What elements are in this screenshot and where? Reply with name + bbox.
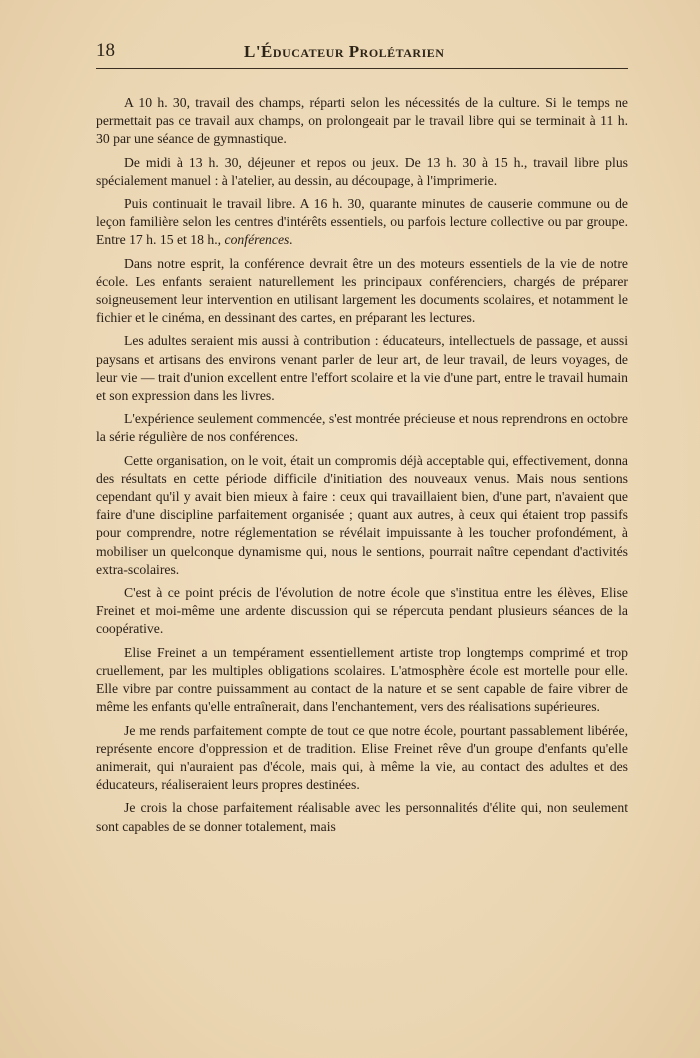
header-rule bbox=[96, 68, 628, 69]
paragraph: Elise Freinet a un tempérament essentiellement artiste trop longtemps comprimé et trop cruellement, par les multiples obligations scolaires. L'atmosphère école est mortelle pour elle. Elle vibre par contre puissamment au contact de la nature et se sent capable de faire vibrer de même les enfants qu'elle entraînerait, dans l'enchantement, vers des réalisations supérieures. bbox=[96, 644, 628, 715]
paragraph-text: Puis continuait le travail libre. A 16 h. 30, quarante minutes de causerie commune ou de leçon familière selon les centres d'intérêts essentiels, ou parfois lecture collective ou par groupe. Entre 17 h. 15 et 18 h., bbox=[96, 196, 628, 248]
running-title: L'Éducateur Prolétarien bbox=[244, 42, 445, 61]
paragraph: Cette organisation, on le voit, était un compromis déjà acceptable qui, effectivement, donna des résultats en cette période difficile d'initiation des nouveaux venus. Mais nous sentions cependant qu'il y avait bien mieux à faire : ceux qui travaillaient bien, d'une part, n'avaient que faire d'une discipline parfaitement organisée ; quant aux autres, à ceux qui étaient trop passifs pour comprendre, notre réglementation se révélait impuissante à les toucher profondément, à mobiliser un quelconque dynamisme qui, nous le sentions, pourrait naître cependant d'activités extra-scolaires. bbox=[96, 452, 628, 577]
body-text bbox=[96, 94, 628, 841]
paragraph: De midi à 13 h. 30, déjeuner et repos ou jeux. De 13 h. 30 à 15 h., travail libre plus spécialement manuel : à l'atelier, au dessin, au découpage, à l'imprimerie. bbox=[96, 154, 628, 188]
paragraph: A 10 h. 30, travail des champs, réparti selon les nécessités de la culture. Si le temps ne permettait pas ce travail aux champs, on prolongeait par le travail libre qui se terminait à 11 h. 30 par une séance de gymnastique. bbox=[96, 95, 628, 147]
page-number: 18 bbox=[96, 40, 115, 61]
paragraph: Dans notre esprit, la conférence devrait être un des moteurs essentiels de la vie de notre école. Les enfants seraient naturellement les principaux conférenciers, chargés de préparer soigneusement leur intervention en utilisant largement les documents scolaires, et notamment le fichier et le cinéma, en dessinant des cartes, en préparant les lectures. bbox=[96, 255, 628, 326]
paragraph: C'est à ce point précis de l'évolution de notre école que s'institua entre les élèves, Elise Freinet et moi-même une ardente discussion qui se répercuta pendant plusieurs séances de la coopérative. bbox=[96, 585, 628, 637]
paragraph: L'expérience seulement commencée, s'est montrée précieuse et nous reprendrons en octobre la série régulière de nos conférences. bbox=[96, 411, 628, 445]
page-header bbox=[96, 38, 628, 68]
paragraph: Je me rends parfaitement compte de tout ce que notre école, pourtant passablement libérée, représente encore d'oppression et de tradition. Elise Freinet rêve d'un groupe d'enfants qu'elle animerait, qui n'auraient pas d'école, mais qui, à même la vie, au contact des adultes et des éducateurs, réaliseraient leurs propres destinées. bbox=[96, 722, 628, 793]
paragraph: Je crois la chose parfaitement réalisable avec les personnalités d'élite qui, non seulement sont capables de se donner totalement, mais bbox=[96, 800, 628, 834]
paragraph: Les adultes seraient mis aussi à contribution : éducateurs, intellectuels de passage, et aussi paysans et artisans des environs venant parler de leur art, de leur travail, de leurs voyages, de leur vie — trait d'union excellent entre l'effort scolaire et la vie d'une part, entre le travail humain et son expression dans les livres. bbox=[96, 333, 628, 404]
italic-word: conférences. bbox=[224, 232, 293, 248]
paragraph bbox=[96, 195, 628, 250]
